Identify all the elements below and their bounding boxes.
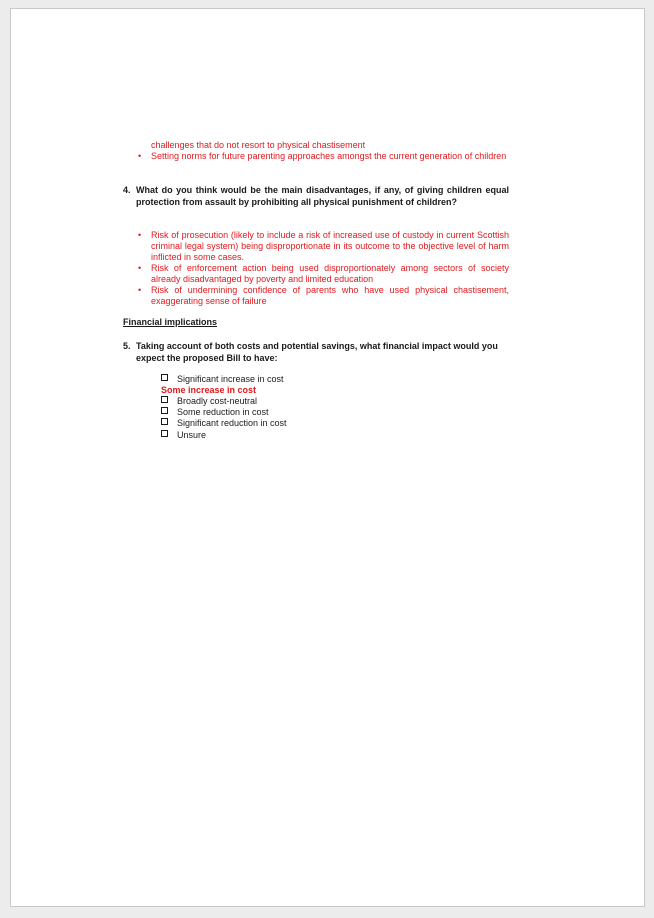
document-page: [10, 8, 645, 907]
option-label: Broadly cost-neutral: [177, 396, 258, 406]
option-significant-increase[interactable]: [161, 374, 284, 385]
option-some-reduction[interactable]: [161, 407, 269, 418]
checkbox-icon[interactable]: [161, 407, 168, 414]
question-4: [123, 184, 509, 208]
question-text: Taking account of both costs and potential savings, what financial impact would you expect the proposed Bill to have:: [136, 341, 498, 363]
bullet-icon: •: [138, 151, 142, 161]
option-cost-neutral[interactable]: [161, 396, 257, 407]
bullet-icon: •: [138, 285, 142, 295]
continued-bullet-line: [151, 140, 509, 151]
question-number: 4.: [123, 185, 131, 195]
option-significant-reduction[interactable]: [161, 418, 287, 429]
checkbox-icon[interactable]: [161, 418, 168, 425]
option-label: Significant reduction in cost: [177, 418, 287, 428]
answer-text: Risk of undermining confidence of parents who have used physical chastisement, exaggerating sense of failure: [151, 285, 509, 306]
checkbox-icon[interactable]: [161, 374, 168, 381]
question-text: What do you think would be the main disadvantages, if any, of giving children equal protection from assault by prohibiting all physical punishment of children?: [136, 185, 509, 207]
answer-bullet: [138, 263, 509, 285]
option-label: Unsure: [177, 430, 207, 440]
answer-bullet: [138, 230, 509, 262]
option-label: Some reduction in cost: [177, 407, 269, 417]
option-unsure[interactable]: [161, 430, 206, 441]
bullet-icon: •: [138, 230, 142, 240]
option-selected-answer: Some increase in cost: [161, 385, 257, 395]
section-heading: Financial implications: [123, 317, 218, 327]
answer-text: Risk of prosecution (likely to include a risk of increased use of custody in current Scottish criminal legal system) being disproportionate in its outcome to the objective level of harm inflicted in some cases.: [151, 230, 509, 262]
question-5: [123, 340, 503, 364]
answer-bullet: [138, 285, 509, 307]
answer-text: Risk of enforcement action being used disproportionately among sectors of society already disadvantaged by poverty and limited education: [151, 263, 509, 284]
bullet-text: Setting norms for future parenting approaches amongst the current generation of children: [151, 151, 507, 161]
checkbox-icon[interactable]: [161, 430, 168, 437]
bullet-item: [138, 151, 509, 162]
checkbox-icon[interactable]: [161, 396, 168, 403]
option-label: Significant increase in cost: [177, 374, 284, 384]
question-number: 5.: [123, 341, 131, 351]
continued-text: challenges that do not resort to physical chastisement: [151, 140, 366, 150]
bullet-icon: •: [138, 263, 142, 273]
